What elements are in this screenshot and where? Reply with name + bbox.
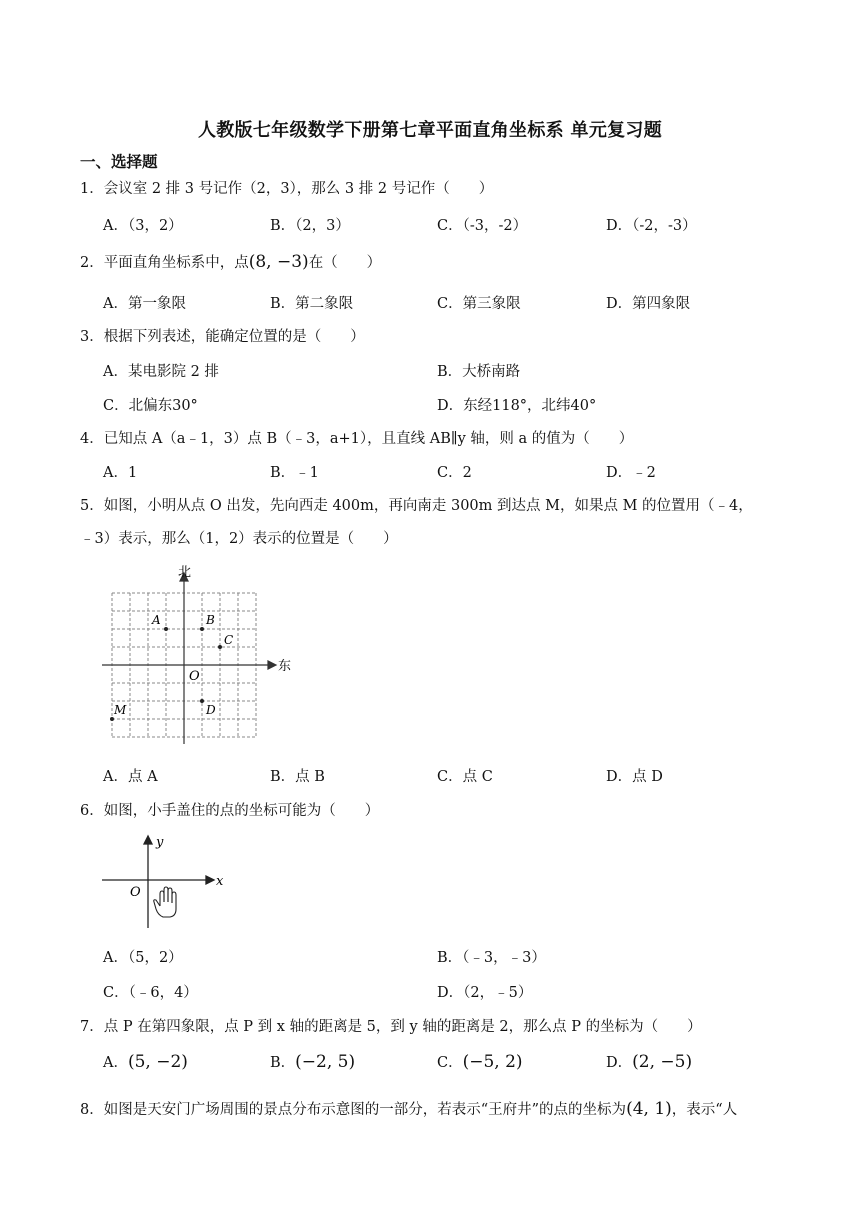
q5-option-b[interactable]: B．点 B [270, 769, 325, 785]
q7-option-d-value: (2, −5) [632, 1052, 693, 1072]
q5-point-d-dot [200, 699, 204, 703]
question-3-stem: 3．根据下列表述，能确定位置的是（ ） [80, 329, 365, 345]
q5-point-m-dot [110, 717, 114, 721]
hand-icon [154, 887, 176, 917]
q5-option-a[interactable]: A．点 A [103, 769, 158, 785]
q7-option-a[interactable] [103, 1051, 188, 1072]
q2-stem-post: 在（ ） [308, 255, 382, 271]
q2-option-d[interactable]: D．第四象限 [606, 296, 691, 312]
q4-option-b[interactable]: B．﹣1 [270, 465, 319, 481]
q2-option-a[interactable]: A．第一象限 [103, 296, 186, 312]
q6-axes-figure [100, 830, 230, 930]
q7-option-d[interactable] [606, 1051, 692, 1072]
q1-option-c[interactable]: C．（-3，-2） [437, 218, 528, 234]
q3-option-b[interactable]: B．大桥南路 [437, 364, 521, 380]
q5-grid-figure [100, 560, 295, 746]
q5-point-b-label: B [206, 613, 215, 627]
q8-stem-pre: 8．如图是天安门广场周围的景点分布示意图的一部分，若表示“王府井”的点的坐标为 [80, 1102, 627, 1118]
question-5-stem-line1: 5．如图，小明从点 O 出发，先向西走 400m，再向南走 300m 到达点 M，如果点 M 的位置用（﹣4， [80, 498, 753, 514]
q5-point-b-dot [200, 627, 204, 631]
q7-option-a-letter: A． [103, 1055, 128, 1071]
question-2-stem [80, 251, 780, 274]
q8-stem-math: (4, 1) [626, 1099, 672, 1119]
question-8-stem [80, 1098, 800, 1121]
q3-option-c[interactable]: C．北偏东30° [103, 398, 198, 414]
q3-option-d[interactable]: D．东经118°，北纬40° [437, 398, 597, 414]
q5-point-c-dot [218, 645, 222, 649]
q4-option-a[interactable]: A．1 [103, 465, 138, 481]
q6-option-b[interactable]: B．（﹣3，﹣3） [437, 950, 546, 966]
q2-option-c[interactable]: C．第三象限 [437, 296, 521, 312]
q1-option-a[interactable]: A．（3，2） [103, 218, 183, 234]
q4-option-c[interactable]: C．2 [437, 465, 472, 481]
page-title: 人教版七年级数学下册第七章平面直角坐标系 单元复习题 [197, 120, 663, 141]
q6-origin-label: O [130, 885, 141, 900]
q6-option-a[interactable]: A．（5，2） [103, 950, 183, 966]
q7-option-b[interactable] [270, 1051, 355, 1072]
question-6-stem: 6．如图，小手盖住的点的坐标可能为（ ） [80, 803, 380, 819]
q5-option-c[interactable]: C．点 C [437, 769, 493, 785]
q5-point-a-dot [164, 627, 168, 631]
q5-point-d-label: D [206, 703, 216, 717]
q2-option-b[interactable]: B．第二象限 [270, 296, 354, 312]
q7-option-a-value: (5, −2) [127, 1052, 188, 1072]
q6-option-d[interactable]: D．（2，﹣5） [437, 985, 533, 1001]
q2-stem-pre: 2．平面直角坐标系中，点 [80, 255, 249, 271]
section-heading: 一、选择题 [80, 153, 158, 171]
q5-option-d[interactable]: D．点 D [606, 769, 663, 785]
question-5-stem-line2: ﹣3）表示，那么（1，2）表示的位置是（ ） [80, 531, 398, 547]
q5-point-m-label: M [114, 703, 127, 717]
q7-option-c[interactable] [437, 1051, 523, 1072]
q1-option-d[interactable]: D．（-2，-3） [606, 218, 697, 234]
q7-option-c-value: (−5, 2) [462, 1052, 523, 1072]
q3-option-a[interactable]: A．某电影院 2 排 [103, 364, 219, 380]
q6-y-label: y [156, 835, 164, 850]
q7-option-d-letter: D． [606, 1055, 633, 1071]
q6-x-label: x [216, 874, 224, 889]
q8-stem-post: ，表示“人 [671, 1102, 738, 1118]
q6-option-c[interactable]: C．（﹣6，4） [103, 985, 198, 1001]
q5-east-label: 东 [278, 659, 292, 674]
q5-point-c-label: C [224, 633, 234, 647]
q1-option-b[interactable]: B．（2，3） [270, 218, 350, 234]
q7-option-b-letter: B． [270, 1055, 296, 1071]
q7-option-c-letter: C． [437, 1055, 463, 1071]
q5-point-a-label: A [152, 613, 161, 627]
q2-stem-math: (8, −3) [248, 252, 309, 272]
q7-option-b-value: (−2, 5) [295, 1052, 356, 1072]
q5-north-label: 北 [178, 565, 192, 580]
q4-option-d[interactable]: D．﹣2 [606, 465, 656, 481]
question-1-stem: 1．会议室 2 排 3 号记作（2，3），那么 3 排 2 号记作（ ） [80, 181, 494, 197]
q5-origin-label: O [189, 669, 200, 684]
question-7-stem: 7．点 P 在第四象限，点 P 到 x 轴的距离是 5，到 y 轴的距离是 2，那么点 P 的坐标为（ ） [80, 1019, 702, 1035]
question-4-stem: 4．已知点 A（a﹣1，3）点 B（﹣3，a+1），且直线 AB∥y 轴，则 a 的值为（ ） [80, 431, 634, 447]
